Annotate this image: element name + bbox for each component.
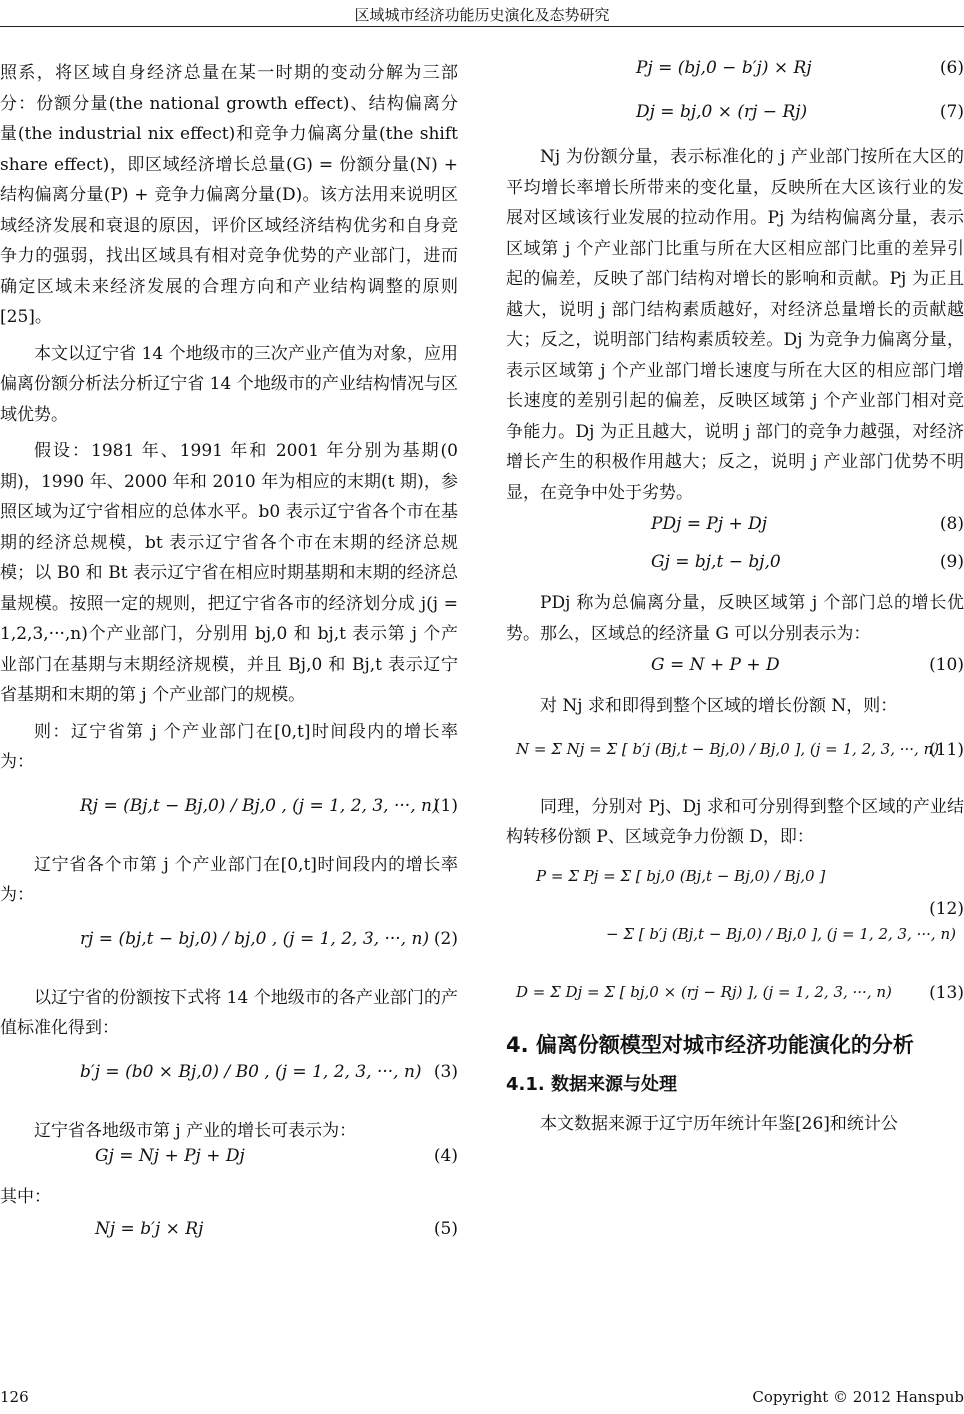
left-paragraph-1: 照系，将区域自身经济总量在某一时期的变动分解为三部分：份额分量(the national growth effect)、结构偏离分量(the industrial nix effect)和竞争力偏离分量(the shift share effect)，即区域经济增长总量(G) = 份额分量(N) + 结构偏离分量(P) + 竞争力偏离分量(D)。该方法用来说明区域经济发展和衰退的原因，评价区域经济结构优劣和自身竞争力的强弱，找出区域具有相对竞争优势的产业部门，进而确定区域未来经济发展的合理方向和产业结构调整的原则[25]。 [0,63,458,327]
equation-7-number: (7) [939,102,964,122]
left-paragraph-6: 以辽宁省的份额按下式将 14 个地级市的各产业部门的产值标准化得到： [0,987,458,1038]
equation-5-body: Nj = b′j × Rj [95,1218,204,1239]
equation-11-number: (11) [929,739,964,760]
equation-13-body: D = Σ Dj = Σ [ bj,0 × (rj − Rj) ], (j = 1, 2, 3, ···, n) [516,982,892,1001]
equation-6 [506,58,964,88]
right-paragraph-2: PDj 称为总偏离分量，反映区域第 j 个部门总的增长优势。那么，区域总的经济量 G 可以分别表示为： [506,593,964,644]
equation-1-number: (1) [433,795,458,816]
equation-9-body: Gj = bj,t − bj,0 [651,552,781,572]
equation-2-body: rj = (bj,t − bj,0) / bj,0 , (j = 1, 2, 3, ···, n) [80,928,430,949]
equation-10-number: (10) [929,655,964,675]
equation-5-number: (5) [433,1218,458,1239]
equation-10 [506,655,964,685]
equation-4-body: Gj = Nj + Pj + Dj [95,1146,245,1166]
right-paragraph-3: 对 Nj 求和即得到整个区域的增长份额 N，则： [540,696,898,716]
copyright: Copyright © 2012 Hanspub [752,1388,964,1406]
equation-8 [506,514,964,544]
left-paragraph-2: 本文以辽宁省 14 个地级市的三次产业产值为对象，应用偏离份额分析法分析辽宁省 14 个地级市的产业结构情况与区域优势。 [0,343,458,425]
right-paragraph-5: 本文数据来源于辽宁历年统计年鉴[26]和统计公 [540,1113,898,1134]
left-paragraph-4: 则：辽宁省第 j 个产业部门在[0,t]时间段内的增长率为： [0,721,458,772]
equation-12-line-1: P = Σ Pj = Σ [ bj,0 (Bj,t − Bj,0) / Bj,0 ] [536,866,826,885]
equation-11 [506,722,964,786]
equation-1-body: Rj = (Bj,t − Bj,0) / Bj,0 , (j = 1, 2, 3, ···, n) [80,795,439,816]
equation-7-body: Dj = bj,0 × (rj − Rj) [636,102,808,122]
equation-13-number: (13) [929,982,964,1003]
right-paragraph-1: Nj 为份额分量，表示标准化的 j 产业部门按所在大区的平均增长率增长所带来的变化量，反映所在大区该行业的发展对区域该行业发展的拉动作用。Pj 为结构偏离分量，表示区域第 j 个产业部门比重与所在大区相应部门比重的差异引起的偏差，反映了部门结构对增长的影响和贡献。Pj 为正且越大，说明 j 部门结构素质越好，对经济总量增长的贡献越大；反之，说明部门结构素质较差。Dj 为竞争力偏离分量，表示区域第 j 个产业部门增长速度与所在大区的相应部门增长速度的差别引起的偏差，反映区域第 j 个产业部门相对竞争能力。Dj 为正且越大，说明 j 部门的竞争力越强，对经济增长产生的积极作用越大；反之，说明 j 产业部门优势不明显，在竞争中处于劣势。 [506,147,964,503]
equation-3-number: (3) [433,1061,458,1082]
equation-7 [506,102,964,132]
equation-9-number: (9) [939,552,964,572]
equation-12-line-2: − Σ [ b′j (Bj,t − Bj,0) / Bj,0 ], (j = 1, 2, 3, ···, n) [606,924,956,943]
running-header: 区域城市经济功能历史演化及态势研究 [354,6,610,24]
equation-8-body: PDj = Pj + Dj [651,514,768,534]
equation-5 [0,1219,458,1249]
equation-4 [0,1146,458,1176]
equation-6-number: (6) [939,58,964,78]
left-paragraph-3: 假设：1981 年、1991 年和 2001 年分别为基期(0 期)，1990 年、2000 年和 2010 年为相应的末期(t 期)，参照区域为辽宁省相应的总体水平。b0 表示辽宁省各个市在基期的经济总规模，bt 表示辽宁省各个市在末期的经济总规模；以 B0 和 Bt 表示辽宁省在相应时期基期和末期的经济总量规模。按照一定的规则，把辽宁省各市的经济划分成 j(j = 1,2,3,···,n)个产业部门，分别用 bj,0 和 bj,t 表示第 j 个产业部门在基期与末期经济规模，并且 Bj,0 和 Bj,t 表示辽宁省基期和末期的第 j 个产业部门的规模。 [0,441,458,705]
section-4-heading: 4. 偏离份额模型对城市经济功能演化的分析 [506,1032,914,1057]
equation-8-number: (8) [939,514,964,534]
equation-12-number: (12) [929,898,964,919]
equation-13 [506,973,964,1021]
equation-12 [506,853,964,973]
header-rule [0,26,964,27]
section-4-1-heading: 4.1. 数据来源与处理 [506,1073,677,1095]
page-number: 126 [0,1388,29,1406]
equation-2-number: (2) [433,928,458,949]
left-column [0,58,458,1249]
right-column [506,58,964,1139]
equation-2 [0,911,458,975]
equation-1 [0,778,458,842]
equation-10-body: G = N + P + D [651,655,780,675]
equation-6-body: Pj = (bj,0 − b′j) × Rj [636,58,812,78]
equation-11-body: N = Σ Nj = Σ [ b′j (Bj,t − Bj,0) / Bj,0 ], (j = 1, 2, 3, ···, n) [516,739,940,758]
equation-4-number: (4) [433,1146,458,1166]
left-paragraph-7: 辽宁省各地级市第 j 产业的增长可表示为： [34,1120,357,1141]
left-paragraph-5: 辽宁省各个市第 j 个产业部门在[0,t]时间段内的增长率为： [0,854,458,905]
equation-3 [0,1044,458,1108]
right-paragraph-4: 同理，分别对 Pj、Dj 求和可分别得到整个区域的产业结构转移份额 P、区域竞争力份额 D，即： [506,796,964,847]
left-paragraph-8: 其中： [0,1187,51,1207]
equation-3-body: b′j = (b0 × Bj,0) / B0 , (j = 1, 2, 3, ···, n) [80,1061,422,1082]
equation-9 [506,552,964,582]
